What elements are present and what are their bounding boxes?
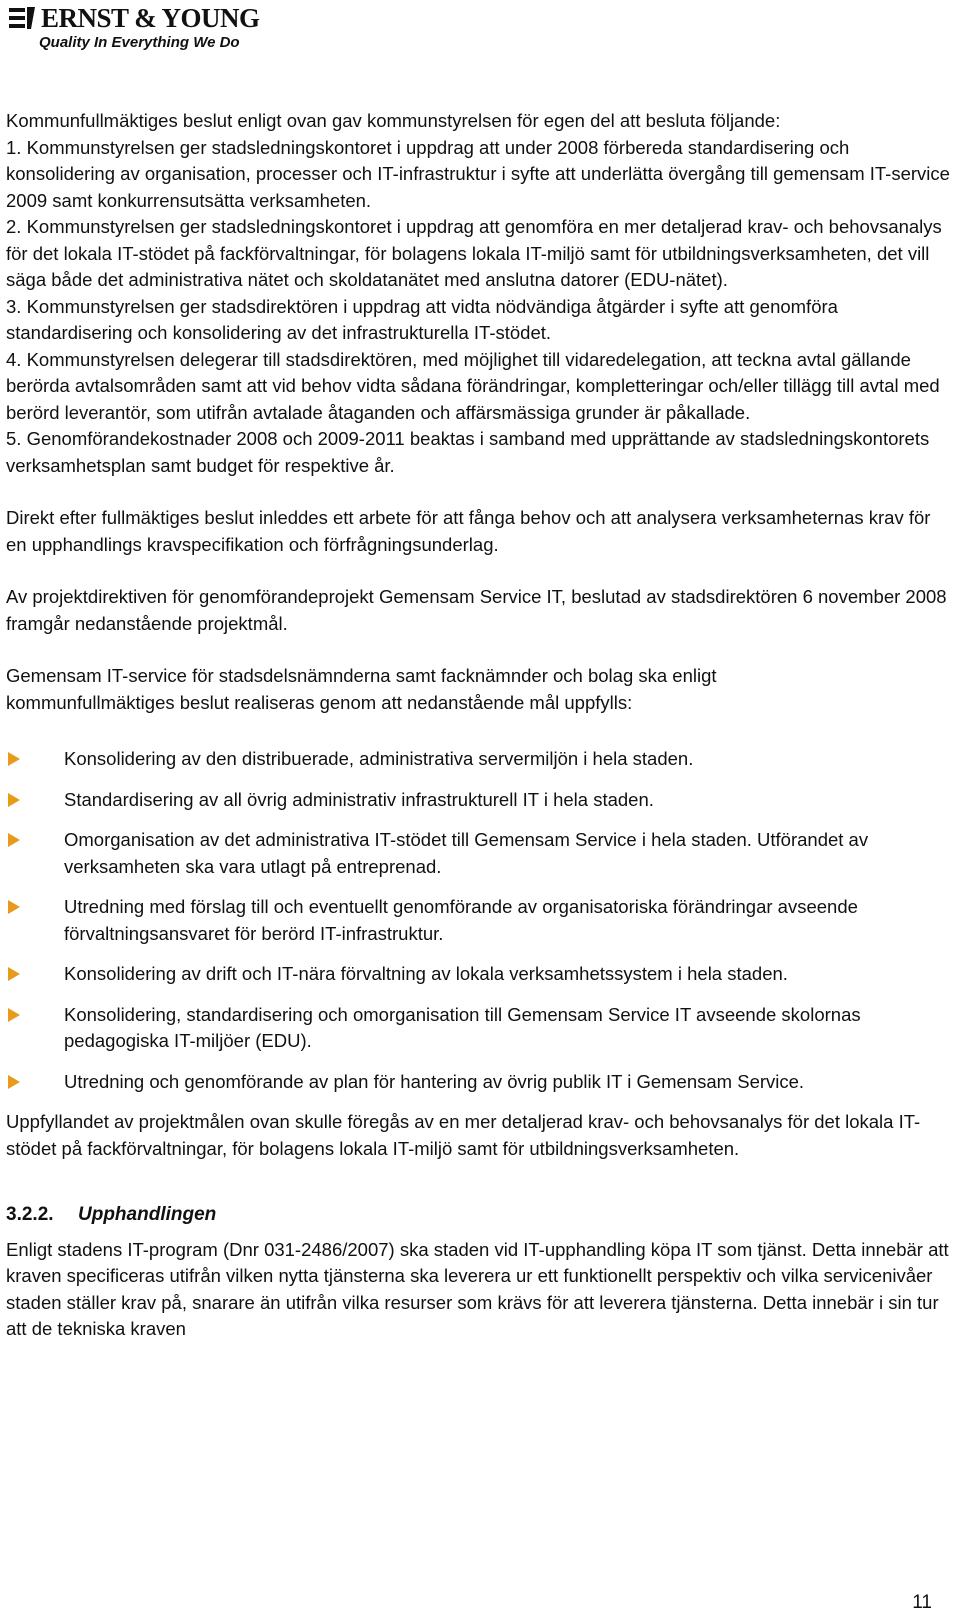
- goal-list: [6, 746, 950, 1095]
- triangle-bullet-icon: [8, 967, 20, 981]
- goal-text: Konsolidering, standardisering och omorganisation till Gemensam Service IT avseende skolornas pedagogiska IT-miljöer (EDU).: [64, 1003, 861, 1051]
- goal-text: Konsolidering av den distribuerade, administrativa servermiljön i hela staden.: [64, 748, 694, 769]
- company-logo: [9, 3, 269, 59]
- paragraph-gemensam: Gemensam IT-service för stadsdelsnämnderna samt facknämnder och bolag ska enligt kommunfullmäktiges beslut realiseras genom att nedanstående mål uppfylls:: [6, 665, 717, 713]
- goal-text: Standardisering av all övrig administrativ infrastrukturell IT i hela staden.: [64, 788, 654, 810]
- logo-row: [9, 3, 269, 33]
- ey-logo-icon: [9, 5, 35, 31]
- triangle-bullet-icon: [8, 752, 20, 766]
- triangle-bullet-icon: [8, 1075, 20, 1089]
- list-item: [6, 1002, 950, 1055]
- paragraph-enligt: Enligt stadens IT-program (Dnr 031-2486/2007) ska staden vid IT-upphandling köpa IT som tjänst. Detta innebär att kraven specificeras utifrån vilken nytta tjänsterna ska leverera ur ett funktionellt perspektiv och vilka servicenivåer staden ställer krav på, snarare än utifrån vilka resurser som krävs för att leverera tjänsterna. Detta innebär i sin tur att de tekniska kraven: [6, 1238, 949, 1339]
- decision-2: 2. Kommunstyrelsen ger stadsledningskontoret i uppdrag att genomföra en mer detaljerad krav- och behovsanalys för det lokala IT-stödet på fackförvaltningar, för bolagens lokala IT-miljö samt för utbildningsverksamheten, det vill säga både det administrativa nätet och skoldatanätet med anslutna datorer (EDU-nätet).: [6, 216, 942, 290]
- list-item: [6, 787, 950, 814]
- triangle-bullet-icon: [8, 793, 20, 807]
- paragraph-direkt: Direkt efter fullmäktiges beslut inleddes ett arbete för att fånga behov och att analysera verksamheternas krav för en upphandlings kravspecifikation och förfrågningsunderlag.: [6, 507, 931, 555]
- list-item: [6, 961, 950, 988]
- goal-text: Utredning med förslag till och eventuellt genomförande av organisatoriska förändringar avseende förvaltningsansvaret för berörd IT-infrastruktur.: [64, 896, 858, 944]
- triangle-bullet-icon: [8, 833, 20, 847]
- decision-1: 1. Kommunstyrelsen ger stadsledningskontoret i uppdrag att under 2008 förbereda standardisering och konsolidering av organisation, processer och IT-infrastruktur i syfte att underlätta övergång till gemensam IT-service 2009 samt konkurrensutsätta verksamheten.: [6, 136, 950, 211]
- triangle-bullet-icon: [8, 1008, 20, 1022]
- section-title: Upphandlingen: [78, 1204, 217, 1225]
- triangle-bullet-icon: [8, 900, 20, 914]
- document-body: [6, 108, 950, 1343]
- goal-text: Utredning och genomförande av plan för hantering av övrig publik IT i Gemensam Service.: [64, 1070, 805, 1092]
- paragraph-projektdirektiv: Av projektdirektiven för genomförandeprojekt Gemensam Service IT, beslutad av stadsdirektören 6 november 2008 framgår nedanstående projektmål.: [6, 586, 947, 634]
- list-item: [6, 746, 950, 773]
- brand-tagline: Quality In Everything We Do: [39, 34, 240, 51]
- goal-text: Konsolidering av drift och IT-nära förvaltning av lokala verksamhetssystem i hela staden.: [64, 963, 788, 984]
- decision-3: 3. Kommunstyrelsen ger stadsdirektören i uppdrag att vidta nödvändiga åtgärder i syfte att genomföra standardisering och konsolidering av det infrastrukturella IT-stödet.: [6, 295, 838, 343]
- brand-name: ERNST & YOUNG: [41, 3, 260, 33]
- section-heading: [6, 1202, 950, 1229]
- list-item: [6, 894, 950, 947]
- paragraph-uppfyllandet: Uppfyllandet av projektmålen ovan skulle föregås av en mer detaljerad krav- och behovsanalys för det lokala IT-stödet på fackförvaltningar, för bolagens lokala IT-miljö samt för utbildningsverksamheten.: [6, 1111, 921, 1159]
- section-number: 3.2.2.: [6, 1204, 54, 1225]
- decision-4: 4. Kommunstyrelsen delegerar till stadsdirektören, med möjlighet till vidaredelegation, att teckna avtal gällande berörda avtalsområden samt att vid behov vidta sådana förändringar, kompletteringar och/eller tillägg till avtal med berörd leverantör, som utifrån avtalade åtaganden och affärsmässiga grunder är påkallade.: [6, 348, 940, 423]
- goal-text: Omorganisation av det administrativa IT-stödet till Gemensam Service i hela staden. Utförandet av verksamheten ska vara utlagt på entreprenad.: [64, 829, 869, 877]
- decision-5: 5. Genomförandekostnader 2008 och 2009-2011 beaktas i samband med upprättande av stadsledningskontorets verksamhetsplan samt budget för respektive år.: [6, 428, 930, 476]
- page-number: 11: [912, 1592, 932, 1613]
- list-item: [6, 827, 950, 880]
- list-item: [6, 1069, 950, 1096]
- intro-paragraph: Kommunfullmäktiges beslut enligt ovan gav kommunstyrelsen för egen del att besluta följande:: [6, 110, 781, 131]
